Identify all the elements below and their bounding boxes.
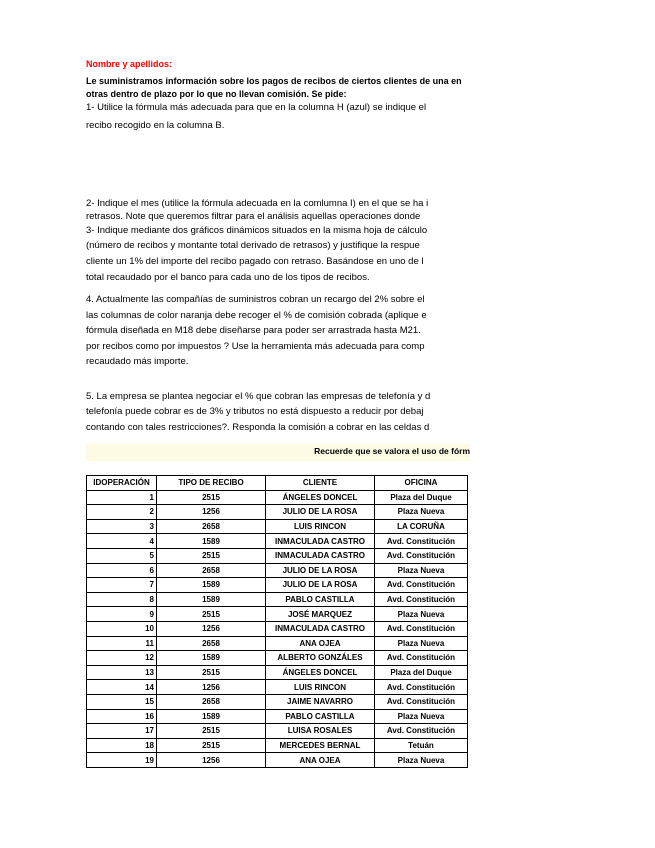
cell-tipo-de-recibo: 2515 — [157, 548, 266, 563]
cell-oficina: LA CORUÑA — [375, 519, 468, 534]
cell-tipo-de-recibo: 1589 — [157, 578, 266, 593]
cell-oficina: Avd. Constitución — [375, 592, 468, 607]
cell-idoperacion: 10 — [87, 621, 157, 636]
question-4-line-2: las columnas de color naranja debe recoger el % de comisión cobrada (aplique e — [86, 310, 427, 321]
cell-idoperacion: 5 — [87, 548, 157, 563]
header-oficina: OFICINA — [375, 476, 468, 491]
table-row — [87, 578, 468, 593]
cell-cliente: LUISA ROSALES — [266, 724, 375, 739]
header-cliente: CLIENTE — [266, 476, 375, 491]
cell-idoperacion: 16 — [87, 709, 157, 724]
question-3-line-3: cliente un 1% del importe del recibo pagado con retraso. Basándose en uno de l — [86, 256, 424, 267]
cell-idoperacion: 19 — [87, 753, 157, 768]
table-row — [87, 490, 468, 505]
table-row — [87, 563, 468, 578]
cell-idoperacion: 9 — [87, 607, 157, 622]
cell-tipo-de-recibo: 2515 — [157, 724, 266, 739]
cell-idoperacion: 1 — [87, 490, 157, 505]
cell-oficina: Plaza del Duque — [375, 490, 468, 505]
cell-idoperacion: 8 — [87, 592, 157, 607]
document-page — [86, 0, 470, 848]
formula-note: Recuerde que se valora el uso de fórm — [314, 446, 470, 456]
table-row — [87, 724, 468, 739]
cell-oficina: Plaza Nueva — [375, 709, 468, 724]
cell-cliente: PABLO CASTILLA — [266, 592, 375, 607]
cell-tipo-de-recibo: 1256 — [157, 753, 266, 768]
table-row — [87, 548, 468, 563]
cell-tipo-de-recibo: 1589 — [157, 709, 266, 724]
question-3-line-1: 3- Indique mediante dos gráficos dinámicos situados en la misma hoja de cálculo — [86, 225, 428, 236]
question-1-line-2: recibo recogido en la columna B. — [86, 120, 225, 131]
cell-tipo-de-recibo: 2515 — [157, 607, 266, 622]
table-row — [87, 694, 468, 709]
question-5-line-3: contando con tales restricciones?. Responda la comisión a cobrar en las celdas d — [86, 422, 430, 433]
cell-idoperacion: 15 — [87, 694, 157, 709]
cell-tipo-de-recibo: 2658 — [157, 563, 266, 578]
question-2-line-2: retrasos. Note que queremos filtrar para el análisis aquellas operaciones donde — [86, 211, 421, 222]
cell-oficina: Plaza Nueva — [375, 753, 468, 768]
cell-idoperacion: 6 — [87, 563, 157, 578]
cell-cliente: ALBERTO GONZÁLES — [266, 651, 375, 666]
cell-tipo-de-recibo: 2658 — [157, 694, 266, 709]
cell-cliente: ÁNGELES DONCEL — [266, 490, 375, 505]
cell-cliente: JULIO DE LA ROSA — [266, 563, 375, 578]
cell-cliente: INMACULADA CASTRO — [266, 548, 375, 563]
question-3-line-2: (número de recibos y montante total derivado de retrasos) y justifique la respue — [86, 240, 420, 251]
cell-oficina: Avd. Constitución — [375, 651, 468, 666]
name-label: Nombre y apellidos: — [86, 59, 173, 69]
cell-tipo-de-recibo: 1256 — [157, 505, 266, 520]
table-row — [87, 651, 468, 666]
question-4-line-4: por recibos como por impuestos ? Use la herramienta más adecuada para comp — [86, 341, 425, 352]
cell-idoperacion: 12 — [87, 651, 157, 666]
table-row — [87, 680, 468, 695]
cell-cliente: LUIS RINCON — [266, 680, 375, 695]
table-row — [87, 738, 468, 753]
cell-tipo-de-recibo: 2658 — [157, 519, 266, 534]
table-row — [87, 607, 468, 622]
cell-idoperacion: 11 — [87, 636, 157, 651]
question-2-line-1: 2- Indique el mes (utilice la fórmula adecuada en la comlumna I) en el que se ha i — [86, 198, 429, 209]
question-5-line-2: telefonía puede cobrar es de 3% y tributos no está dispuesto a reducir por debaj — [86, 406, 424, 417]
cell-tipo-de-recibo: 2515 — [157, 665, 266, 680]
cell-oficina: Avd. Constitución — [375, 694, 468, 709]
cell-oficina: Tetuán — [375, 738, 468, 753]
cell-oficina: Plaza del Duque — [375, 665, 468, 680]
cell-oficina: Plaza Nueva — [375, 505, 468, 520]
cell-cliente: INMACULADA CASTRO — [266, 621, 375, 636]
cell-cliente: ANA OJEA — [266, 636, 375, 651]
cell-cliente: MERCEDES BERNAL — [266, 738, 375, 753]
cell-oficina: Avd. Constitución — [375, 724, 468, 739]
cell-idoperacion: 14 — [87, 680, 157, 695]
cell-cliente: ANA OJEA — [266, 753, 375, 768]
intro-line-1: Le suministramos información sobre los pagos de recibos de ciertos clientes de una en — [86, 76, 462, 86]
cell-idoperacion: 3 — [87, 519, 157, 534]
question-3-line-4: total recaudado por el banco para cada uno de los tipos de recibos. — [86, 272, 370, 283]
table-row — [87, 636, 468, 651]
cell-cliente: INMACULADA CASTRO — [266, 534, 375, 549]
cell-cliente: JULIO DE LA ROSA — [266, 505, 375, 520]
cell-cliente: JULIO DE LA ROSA — [266, 578, 375, 593]
cell-oficina: Avd. Constitución — [375, 548, 468, 563]
cell-idoperacion: 18 — [87, 738, 157, 753]
table-row — [87, 534, 468, 549]
question-1-line-1: 1- Utilice la fórmula más adecuada para que en la columna H (azul) se indique el — [86, 102, 427, 113]
cell-tipo-de-recibo: 1589 — [157, 651, 266, 666]
cell-oficina: Plaza Nueva — [375, 563, 468, 578]
question-5-line-1: 5. La empresa se plantea negociar el % que cobran las empresas de telefonía y d — [86, 391, 431, 402]
table-row — [87, 665, 468, 680]
table-row — [87, 709, 468, 724]
question-4-line-3: fórmula diseñada en M18 debe diseñarse para poder ser arrastrada hasta M21. — [86, 325, 421, 336]
table-row — [87, 505, 468, 520]
header-idoperacion: IDOPERACIÓN — [87, 476, 157, 491]
cell-cliente: LUIS RINCON — [266, 519, 375, 534]
cell-cliente: JOSÉ MARQUEZ — [266, 607, 375, 622]
cell-oficina: Avd. Constitución — [375, 621, 468, 636]
cell-idoperacion: 4 — [87, 534, 157, 549]
cell-tipo-de-recibo: 1256 — [157, 680, 266, 695]
question-4-line-5: recaudado más importe. — [86, 356, 189, 367]
table-row — [87, 621, 468, 636]
operations-table — [86, 475, 468, 768]
cell-tipo-de-recibo: 1256 — [157, 621, 266, 636]
cell-tipo-de-recibo: 1589 — [157, 534, 266, 549]
cell-cliente: ÁNGELES DONCEL — [266, 665, 375, 680]
cell-idoperacion: 7 — [87, 578, 157, 593]
cell-oficina: Avd. Constitución — [375, 680, 468, 695]
intro-line-2: otras dentro de plazo por lo que no llevan comisión. Se pide: — [86, 89, 347, 99]
cell-idoperacion: 17 — [87, 724, 157, 739]
table-row — [87, 753, 468, 768]
question-4-line-1: 4. Actualmente las compañías de suministros cobran un recargo del 2% sobre el — [86, 294, 425, 305]
cell-oficina: Avd. Constitución — [375, 578, 468, 593]
cell-cliente: PABLO CASTILLA — [266, 709, 375, 724]
cell-tipo-de-recibo: 2515 — [157, 490, 266, 505]
cell-oficina: Avd. Constitución — [375, 534, 468, 549]
table-header-row — [87, 476, 468, 491]
cell-tipo-de-recibo: 2658 — [157, 636, 266, 651]
table-row — [87, 519, 468, 534]
table-row — [87, 592, 468, 607]
cell-tipo-de-recibo: 1589 — [157, 592, 266, 607]
cell-idoperacion: 2 — [87, 505, 157, 520]
header-tipo-de-recibo: TIPO DE RECIBO — [157, 476, 266, 491]
cell-idoperacion: 13 — [87, 665, 157, 680]
cell-oficina: Plaza Nueva — [375, 607, 468, 622]
cell-tipo-de-recibo: 2515 — [157, 738, 266, 753]
cell-oficina: Plaza Nueva — [375, 636, 468, 651]
cell-cliente: JAIME NAVARRO — [266, 694, 375, 709]
